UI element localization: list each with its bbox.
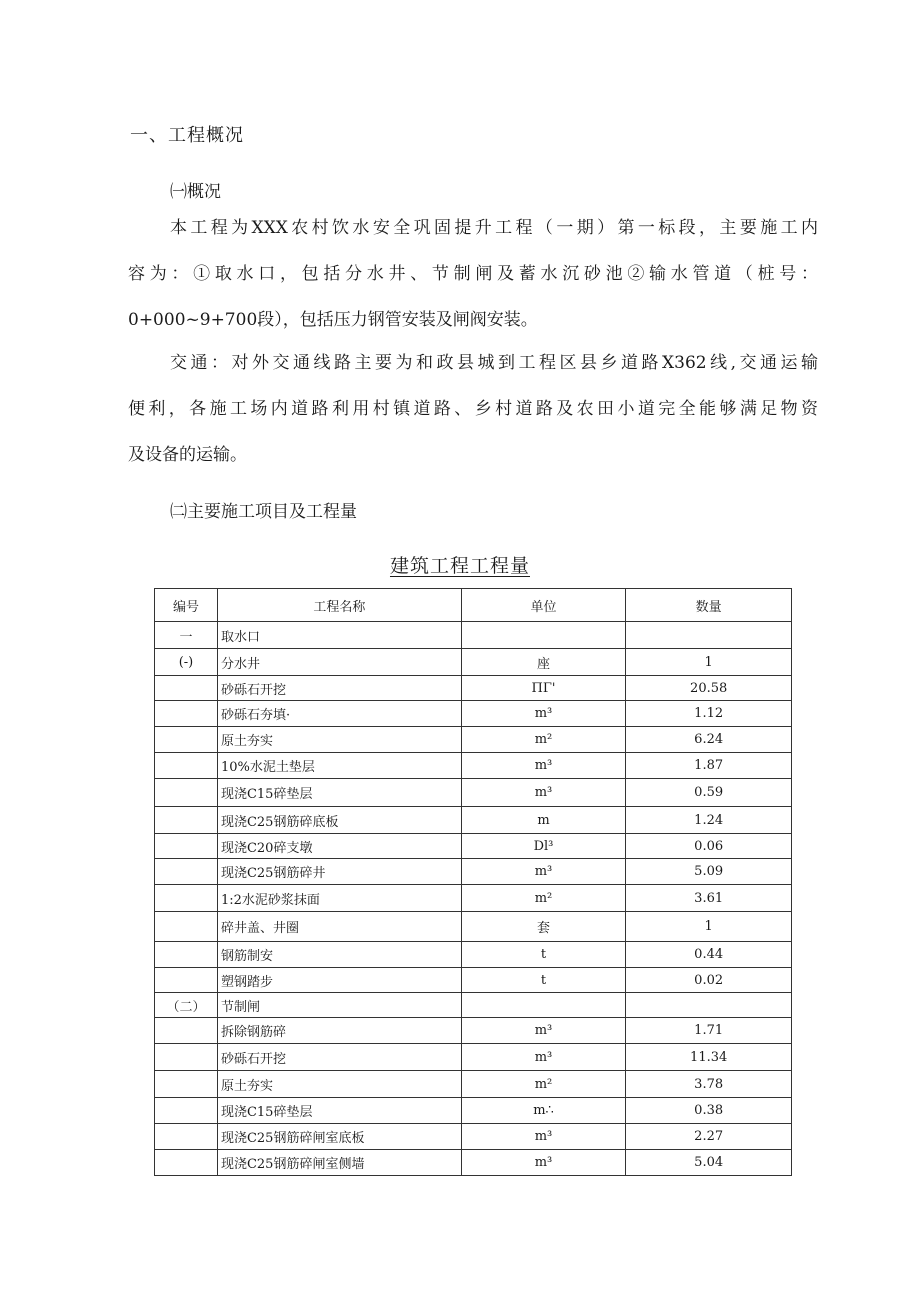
- cell-name: 10%水泥土垫层: [217, 753, 461, 779]
- cell-name: 现浇C20碎支墩: [217, 834, 461, 859]
- table-row: [155, 1044, 792, 1071]
- cell-name: 碎井盖、井圈: [217, 912, 461, 942]
- cell-unit: t: [461, 942, 626, 968]
- cell-qty: 1.71: [626, 1018, 792, 1044]
- cell-name: 1:2水泥砂浆抹面: [217, 885, 461, 912]
- cell-name: 原土夯实: [217, 1071, 461, 1098]
- section-title: 一、工程概况: [130, 125, 244, 146]
- cell-unit: m²: [461, 1071, 626, 1098]
- table-row: [155, 676, 792, 701]
- cell-unit: m³: [461, 1124, 626, 1150]
- cell-no: [155, 1044, 218, 1071]
- cell-qty: 20.58: [626, 676, 792, 701]
- cell-qty: 1: [626, 912, 792, 942]
- paragraph-transport: [128, 340, 818, 478]
- cell-unit: m³: [461, 779, 626, 807]
- cell-unit: m³: [461, 701, 626, 727]
- cell-unit: m²: [461, 885, 626, 912]
- cell-name: 塑钢踏步: [217, 968, 461, 993]
- table-row: [155, 1071, 792, 1098]
- cell-name: 钢筋制安: [217, 942, 461, 968]
- table-row: [155, 834, 792, 859]
- cell-name: 现浇C25钢筋碎闸室底板: [217, 1124, 461, 1150]
- cell-unit: m: [461, 807, 626, 834]
- paragraph-line: 及设备的运输。: [128, 445, 247, 465]
- cell-qty: 5.04: [626, 1150, 792, 1176]
- cell-no: 一: [155, 622, 218, 649]
- cell-no: [155, 885, 218, 912]
- cell-qty: 1.24: [626, 807, 792, 834]
- cell-no: [155, 1018, 218, 1044]
- table-title: [0, 551, 920, 578]
- paragraph-line: 容为：①取水口，包括分水井、节制闸及蓄水沉砂池②输水管道（桩号：: [128, 264, 818, 284]
- cell-qty: 0.06: [626, 834, 792, 859]
- table-row: [155, 912, 792, 942]
- cell-no: [155, 701, 218, 727]
- table-header-row: [155, 589, 792, 622]
- cell-name: 取水口: [217, 622, 461, 649]
- table-row: [155, 1124, 792, 1150]
- cell-qty: 1.87: [626, 753, 792, 779]
- cell-name: 原土夯实: [217, 727, 461, 753]
- cell-name: 砂砾石开挖: [217, 676, 461, 701]
- cell-name: 现浇C15碎垫层: [217, 779, 461, 807]
- paragraph-line: 本工程为XXX农村饮水安全巩固提升工程（一期）第一标段，主要施工内: [170, 218, 818, 238]
- table-body: [155, 622, 792, 1176]
- header-unit: 单位: [461, 589, 626, 622]
- cell-qty: 0.44: [626, 942, 792, 968]
- cell-unit: [461, 993, 626, 1018]
- cell-unit: m³: [461, 753, 626, 779]
- table-row: [155, 701, 792, 727]
- table-row: [155, 1018, 792, 1044]
- cell-unit: m³: [461, 1018, 626, 1044]
- cell-qty: 1: [626, 649, 792, 676]
- subsection-overview-title: ㈠概况: [170, 182, 221, 202]
- cell-qty: 0.02: [626, 968, 792, 993]
- cell-name: 节制闸: [217, 993, 461, 1018]
- table-row: [155, 1150, 792, 1176]
- cell-no: [155, 834, 218, 859]
- cell-name: 现浇C25钢筋碎井: [217, 859, 461, 885]
- cell-unit: m³: [461, 1150, 626, 1176]
- cell-name: 分水井: [217, 649, 461, 676]
- cell-qty: 0.59: [626, 779, 792, 807]
- cell-name: 现浇C25钢筋碎底板: [217, 807, 461, 834]
- cell-no: [155, 968, 218, 993]
- table-row: [155, 968, 792, 993]
- paragraph-project-scope: [128, 205, 818, 343]
- cell-name: 砂砾石夯填·: [217, 701, 461, 727]
- cell-no: （二）: [155, 993, 218, 1018]
- cell-qty: [626, 622, 792, 649]
- quantity-table: [154, 588, 792, 1176]
- table-row: [155, 1098, 792, 1124]
- subsection-items-title: ㈡主要施工项目及工程量: [170, 502, 357, 522]
- cell-no: [155, 1124, 218, 1150]
- cell-qty: 11.34: [626, 1044, 792, 1071]
- cell-qty: 6.24: [626, 727, 792, 753]
- cell-unit: m∴: [461, 1098, 626, 1124]
- cell-no: [155, 859, 218, 885]
- cell-name: 现浇C25钢筋碎闸室侧墙: [217, 1150, 461, 1176]
- cell-unit: t: [461, 968, 626, 993]
- cell-qty: 3.61: [626, 885, 792, 912]
- cell-no: [155, 1150, 218, 1176]
- cell-no: [155, 1098, 218, 1124]
- table-title-text: 建筑工程工程量: [389, 555, 530, 577]
- table-row: [155, 727, 792, 753]
- cell-no: [155, 727, 218, 753]
- table-row: [155, 942, 792, 968]
- cell-no: [155, 807, 218, 834]
- table-row: [155, 779, 792, 807]
- cell-qty: [626, 993, 792, 1018]
- cell-qty: 2.27: [626, 1124, 792, 1150]
- table-row: [155, 753, 792, 779]
- cell-unit: [461, 622, 626, 649]
- table-row: [155, 859, 792, 885]
- cell-no: [155, 753, 218, 779]
- paragraph-line: 0+000~9+700段），包括压力钢管安装及闸阀安装。: [128, 310, 538, 330]
- cell-qty: 5.09: [626, 859, 792, 885]
- cell-no: [155, 942, 218, 968]
- cell-no: [155, 912, 218, 942]
- cell-unit: 座: [461, 649, 626, 676]
- cell-unit: m²: [461, 727, 626, 753]
- cell-qty: 3.78: [626, 1071, 792, 1098]
- table-row: [155, 807, 792, 834]
- header-no: 编号: [155, 589, 218, 622]
- cell-qty: 1.12: [626, 701, 792, 727]
- table-row: [155, 622, 792, 649]
- cell-name: 现浇C15碎垫层: [217, 1098, 461, 1124]
- cell-unit: Dl³: [461, 834, 626, 859]
- table-row: [155, 993, 792, 1018]
- cell-no: [155, 1071, 218, 1098]
- cell-qty: 0.38: [626, 1098, 792, 1124]
- cell-name: 砂砾石开挖: [217, 1044, 461, 1071]
- cell-no: (-): [155, 649, 218, 676]
- cell-name: 拆除钢筋碎: [217, 1018, 461, 1044]
- paragraph-line: 便利，各施工场内道路利用村镇道路、乡村道路及农田小道完全能够满足物资: [128, 399, 818, 419]
- paragraph-line: 交通：对外交通线路主要为和政县城到工程区县乡道路X362线,交通运输: [170, 353, 818, 373]
- table-row: [155, 649, 792, 676]
- header-qty: 数量: [626, 589, 792, 622]
- cell-no: [155, 779, 218, 807]
- cell-no: [155, 676, 218, 701]
- cell-unit: 套: [461, 912, 626, 942]
- table-row: [155, 885, 792, 912]
- header-name: 工程名称: [217, 589, 461, 622]
- cell-unit: m³: [461, 1044, 626, 1071]
- cell-unit: m³: [461, 859, 626, 885]
- cell-unit: ΠΓ': [461, 676, 626, 701]
